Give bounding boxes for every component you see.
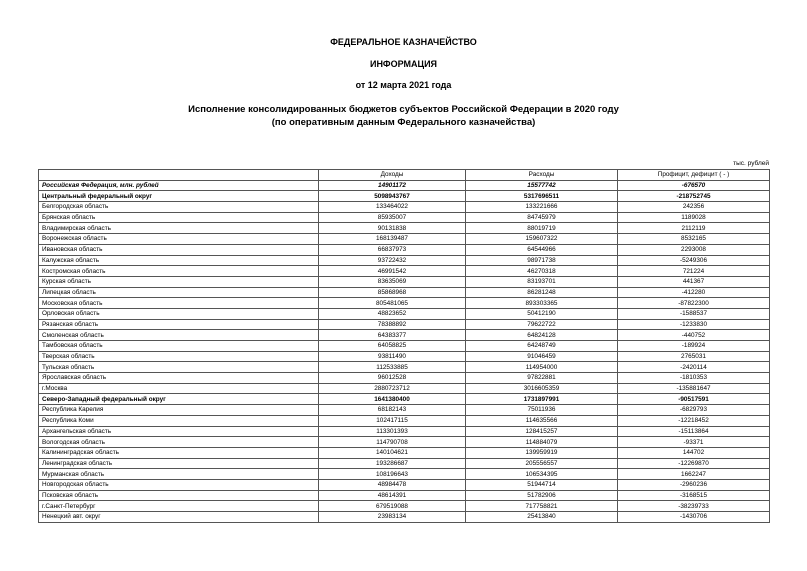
expense-cell: 97822881 xyxy=(466,373,618,384)
balance-cell: 2112119 xyxy=(618,223,770,234)
region-cell: Костромская область xyxy=(39,266,319,277)
balance-cell: -676570 xyxy=(618,180,770,191)
expense-cell: 51782906 xyxy=(466,490,618,501)
table-row xyxy=(39,223,770,234)
balance-cell: -15113864 xyxy=(618,426,770,437)
region-cell: Ленинградская область xyxy=(39,458,319,469)
expense-cell: 83193701 xyxy=(466,276,618,287)
table-row xyxy=(39,351,770,362)
region-cell: Калужская область xyxy=(39,255,319,266)
table-header-row xyxy=(39,170,770,181)
region-cell: Республика Карелия xyxy=(39,405,319,416)
expense-cell: 51944714 xyxy=(466,479,618,490)
balance-cell: -412280 xyxy=(618,287,770,298)
expense-cell: 5317696511 xyxy=(466,191,618,202)
region-cell: Липецкая область xyxy=(39,287,319,298)
table-row xyxy=(39,501,770,512)
income-cell: 679519088 xyxy=(319,501,466,512)
expense-cell: 205556557 xyxy=(466,458,618,469)
income-cell: 108196643 xyxy=(319,469,466,480)
region-cell: Рязанская область xyxy=(39,319,319,330)
table-row xyxy=(39,437,770,448)
balance-cell: -87822300 xyxy=(618,298,770,309)
income-cell: 23983134 xyxy=(319,512,466,523)
balance-cell: 144702 xyxy=(618,447,770,458)
expense-cell: 128415257 xyxy=(466,426,618,437)
income-cell: 48823652 xyxy=(319,308,466,319)
table-row xyxy=(39,341,770,352)
balance-cell: -12269870 xyxy=(618,458,770,469)
balance-cell: -12218452 xyxy=(618,415,770,426)
balance-cell: -2420114 xyxy=(618,362,770,373)
table-row xyxy=(39,512,770,523)
expense-cell: 159607322 xyxy=(466,234,618,245)
table-row xyxy=(39,287,770,298)
balance-cell: 242356 xyxy=(618,202,770,213)
expense-cell: 3016605359 xyxy=(466,383,618,394)
table-row xyxy=(39,266,770,277)
balance-cell: -1233830 xyxy=(618,319,770,330)
balance-cell: -189924 xyxy=(618,341,770,352)
income-cell: 46991542 xyxy=(319,266,466,277)
region-cell: Курская область xyxy=(39,276,319,287)
expense-cell: 114635566 xyxy=(466,415,618,426)
table-row xyxy=(39,319,770,330)
balance-cell: 1189028 xyxy=(618,212,770,223)
expense-cell: 114884079 xyxy=(466,437,618,448)
table-row xyxy=(39,234,770,245)
income-cell: 5098943767 xyxy=(319,191,466,202)
region-cell: Тульская область xyxy=(39,362,319,373)
region-cell: Воронежская область xyxy=(39,234,319,245)
region-cell: Новгородская область xyxy=(39,479,319,490)
table-row xyxy=(39,202,770,213)
balance-cell: -3168515 xyxy=(618,490,770,501)
table-row xyxy=(39,308,770,319)
region-cell: Вологодская область xyxy=(39,437,319,448)
region-cell: Владимирская область xyxy=(39,223,319,234)
table-row xyxy=(39,394,770,405)
region-cell: Смоленская область xyxy=(39,330,319,341)
expense-cell: 50412190 xyxy=(466,308,618,319)
expense-cell: 893303365 xyxy=(466,298,618,309)
region-cell: Тверская область xyxy=(39,351,319,362)
expense-cell: 139959919 xyxy=(466,447,618,458)
report-title-line2: (по оперативным данным Федерального казначейства) xyxy=(271,117,536,128)
income-cell: 2880723712 xyxy=(319,383,466,394)
expense-cell: 64544966 xyxy=(466,244,618,255)
balance-cell: -5249306 xyxy=(618,255,770,266)
income-cell: 805481065 xyxy=(319,298,466,309)
income-cell: 66837973 xyxy=(319,244,466,255)
region-cell: г.Санкт-Петербург xyxy=(39,501,319,512)
balance-cell: -6829793 xyxy=(618,405,770,416)
region-cell: Ярославская область xyxy=(39,373,319,384)
org-name: ФЕДЕРАЛЬНОЕ КАЗНАЧЕЙСТВО xyxy=(330,37,477,47)
table-row xyxy=(39,469,770,480)
income-cell: 83635069 xyxy=(319,276,466,287)
expense-cell: 15577742 xyxy=(466,180,618,191)
units-label: тыс. рублей xyxy=(733,160,769,167)
income-cell: 93722432 xyxy=(319,255,466,266)
region-cell: Московская область xyxy=(39,298,319,309)
report-title-line1: Исполнение консолидированных бюджетов субъектов Российской Федерации в 2020 году xyxy=(188,104,619,115)
balance-cell: 2765031 xyxy=(618,351,770,362)
region-cell: Белгородская область xyxy=(39,202,319,213)
table-row xyxy=(39,191,770,202)
balance-cell: 441367 xyxy=(618,276,770,287)
balance-cell: -218752745 xyxy=(618,191,770,202)
doc-date: от 12 марта 2021 года xyxy=(355,80,452,90)
income-cell: 68182143 xyxy=(319,405,466,416)
table-row xyxy=(39,426,770,437)
table-row xyxy=(39,479,770,490)
doc-type: ИНФОРМАЦИЯ xyxy=(369,59,438,69)
balance-cell: -38239733 xyxy=(618,501,770,512)
balance-cell: -90517591 xyxy=(618,394,770,405)
table-row xyxy=(39,447,770,458)
balance-cell: -1588537 xyxy=(618,308,770,319)
table-row xyxy=(39,255,770,266)
income-cell: 78388892 xyxy=(319,319,466,330)
balance-cell: -2960236 xyxy=(618,479,770,490)
balance-cell: 8532165 xyxy=(618,234,770,245)
column-header-income: Доходы xyxy=(319,170,466,181)
income-cell: 90131838 xyxy=(319,223,466,234)
region-cell: г.Москва xyxy=(39,383,319,394)
expense-cell: 133221666 xyxy=(466,202,618,213)
income-cell: 85868968 xyxy=(319,287,466,298)
region-cell: Ивановская область xyxy=(39,244,319,255)
income-cell: 64058825 xyxy=(319,341,466,352)
expense-cell: 91046459 xyxy=(466,351,618,362)
region-cell: Российская Федерация, млн. рублей xyxy=(39,180,319,191)
expense-cell: 114954000 xyxy=(466,362,618,373)
expense-cell: 46270318 xyxy=(466,266,618,277)
expense-cell: 86281248 xyxy=(466,287,618,298)
region-cell: Ненецкий авт. округ xyxy=(39,512,319,523)
income-cell: 48984478 xyxy=(319,479,466,490)
column-header-expense: Расходы xyxy=(466,170,618,181)
table-row xyxy=(39,212,770,223)
balance-cell: -1430706 xyxy=(618,512,770,523)
table-row xyxy=(39,276,770,287)
balance-cell: 721224 xyxy=(618,266,770,277)
balance-cell: -440752 xyxy=(618,330,770,341)
table-row xyxy=(39,383,770,394)
income-cell: 93811490 xyxy=(319,351,466,362)
column-header-balance: Профицит, дефицит ( - ) xyxy=(618,170,770,181)
balance-cell: -135881647 xyxy=(618,383,770,394)
table-row xyxy=(39,180,770,191)
income-cell: 14901172 xyxy=(319,180,466,191)
table-row xyxy=(39,490,770,501)
expense-cell: 1731897991 xyxy=(466,394,618,405)
expense-cell: 64824128 xyxy=(466,330,618,341)
table-row xyxy=(39,298,770,309)
income-cell: 168139487 xyxy=(319,234,466,245)
income-cell: 1641380400 xyxy=(319,394,466,405)
region-cell: Калининградская область xyxy=(39,447,319,458)
balance-cell: -93371 xyxy=(618,437,770,448)
table-row xyxy=(39,330,770,341)
income-cell: 133464022 xyxy=(319,202,466,213)
expense-cell: 106534395 xyxy=(466,469,618,480)
income-cell: 114790708 xyxy=(319,437,466,448)
region-cell: Орловская область xyxy=(39,308,319,319)
table-row xyxy=(39,405,770,416)
region-cell: Северо-Западный федеральный округ xyxy=(39,394,319,405)
income-cell: 48614391 xyxy=(319,490,466,501)
region-cell: Центральный федеральный округ xyxy=(39,191,319,202)
income-cell: 193286687 xyxy=(319,458,466,469)
income-cell: 85935007 xyxy=(319,212,466,223)
expense-cell: 79622722 xyxy=(466,319,618,330)
expense-cell: 717758821 xyxy=(466,501,618,512)
region-cell: Тамбовская область xyxy=(39,341,319,352)
budget-table xyxy=(38,169,770,523)
region-cell: Псковская область xyxy=(39,490,319,501)
expense-cell: 25413840 xyxy=(466,512,618,523)
income-cell: 102417115 xyxy=(319,415,466,426)
region-cell: Брянская область xyxy=(39,212,319,223)
balance-cell: -1810353 xyxy=(618,373,770,384)
table-row xyxy=(39,244,770,255)
region-cell: Мурманская область xyxy=(39,469,319,480)
expense-cell: 75011936 xyxy=(466,405,618,416)
income-cell: 112533885 xyxy=(319,362,466,373)
balance-cell: 2293008 xyxy=(618,244,770,255)
income-cell: 113301393 xyxy=(319,426,466,437)
table-row xyxy=(39,458,770,469)
income-cell: 64383377 xyxy=(319,330,466,341)
table-row xyxy=(39,373,770,384)
region-cell: Архангельская область xyxy=(39,426,319,437)
balance-cell: 1662247 xyxy=(618,469,770,480)
expense-cell: 98971738 xyxy=(466,255,618,266)
income-cell: 96012528 xyxy=(319,373,466,384)
table-body xyxy=(39,180,770,522)
expense-cell: 64248749 xyxy=(466,341,618,352)
table-row xyxy=(39,415,770,426)
income-cell: 140104621 xyxy=(319,447,466,458)
table-row xyxy=(39,362,770,373)
expense-cell: 84745979 xyxy=(466,212,618,223)
column-header-region xyxy=(39,170,319,181)
region-cell: Республика Коми xyxy=(39,415,319,426)
expense-cell: 88019719 xyxy=(466,223,618,234)
